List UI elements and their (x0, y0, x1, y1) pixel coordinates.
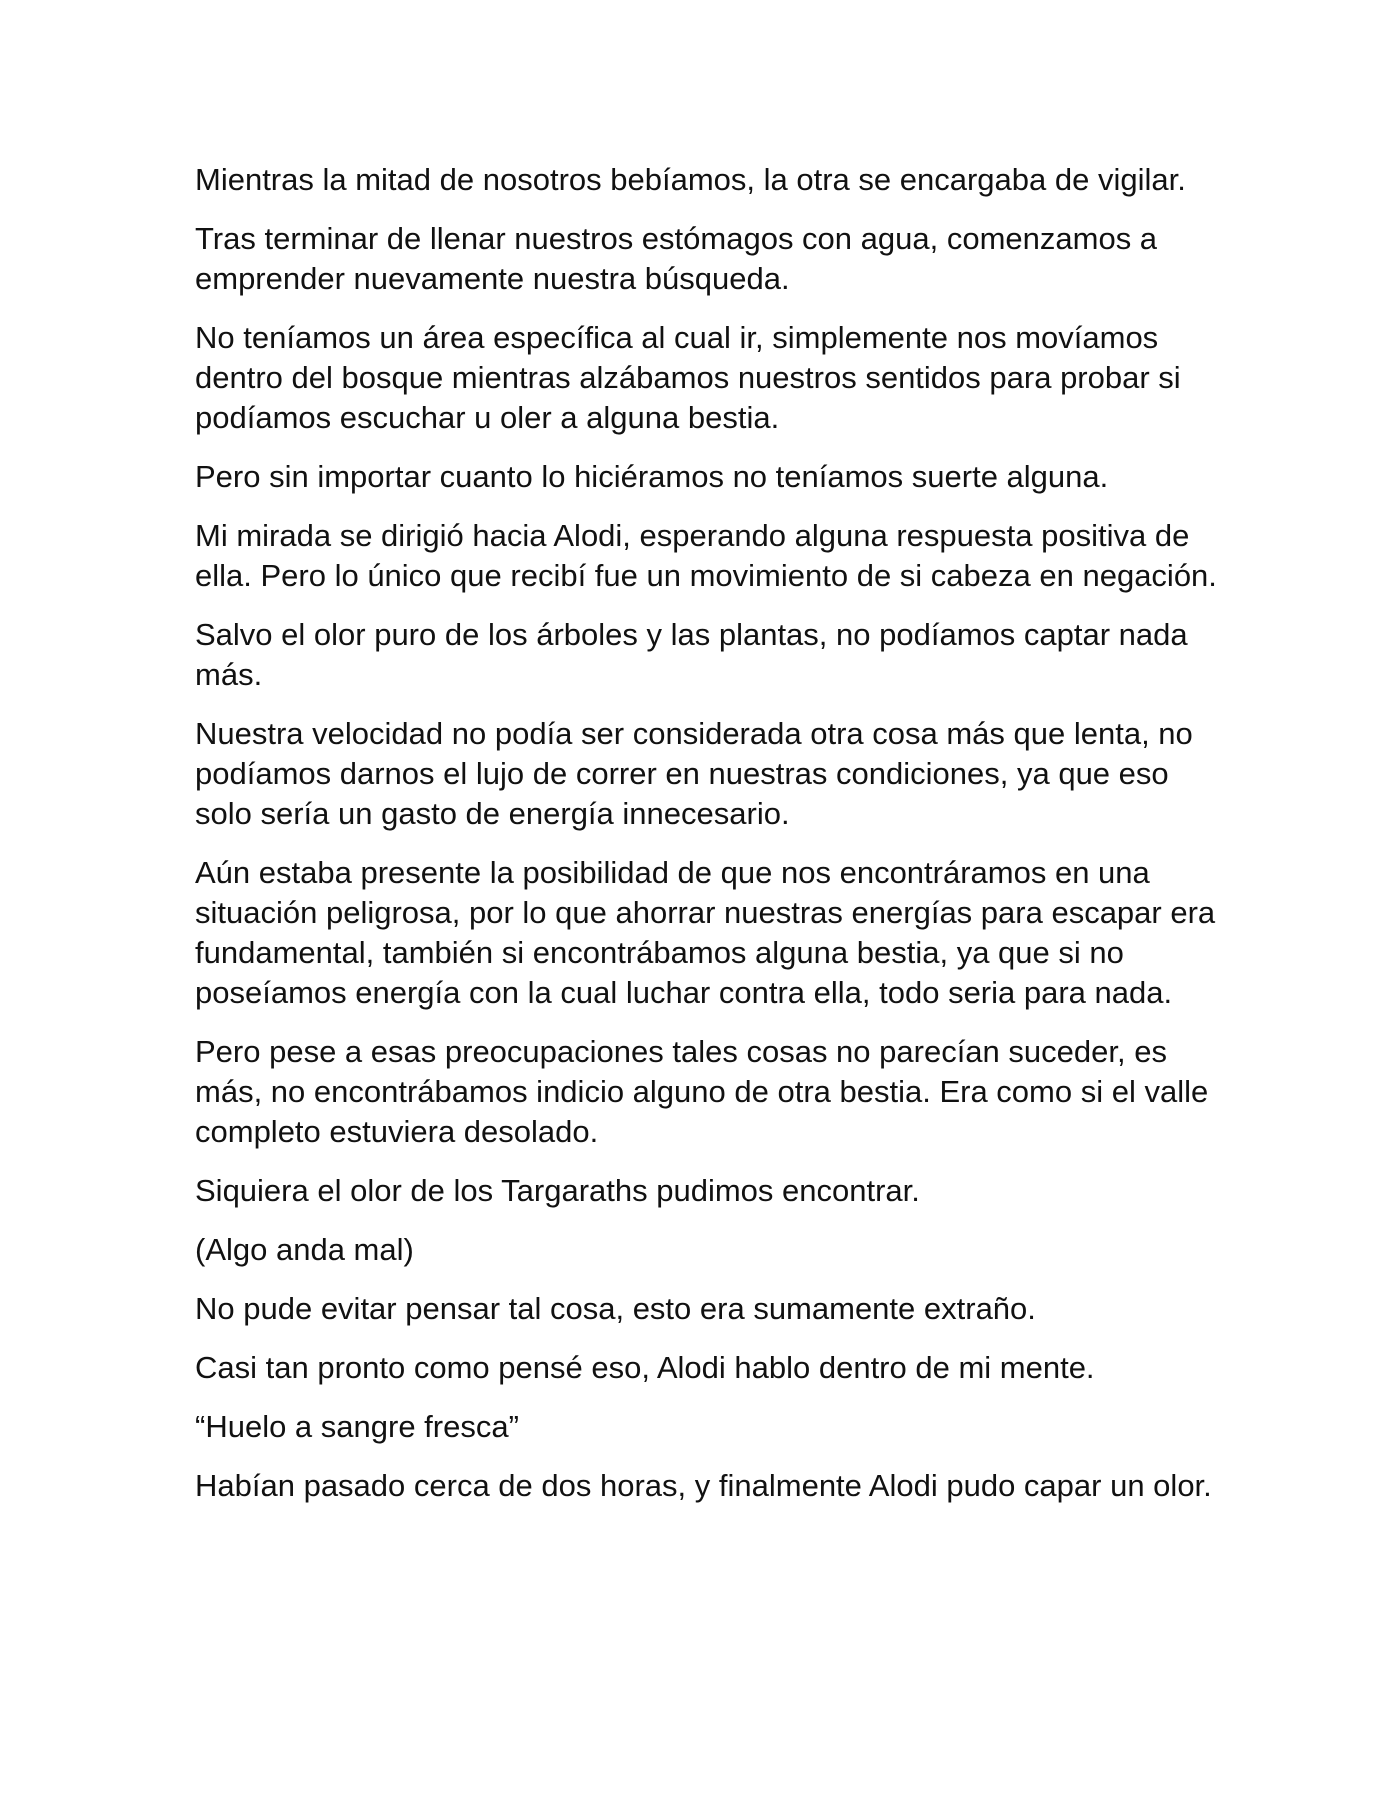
paragraph-2: Tras terminar de llenar nuestros estómagos con agua, comenzamos a emprender nuevamente nuestra búsqueda. (195, 221, 1158, 296)
paragraph-10: Siquiera el olor de los Targaraths pudimos encontrar. (195, 1173, 920, 1208)
paragraph-13: Casi tan pronto como pensé eso, Alodi hablo dentro de mi mente. (195, 1350, 1095, 1385)
paragraph-15: Habían pasado cerca de dos horas, y finalmente Alodi pudo capar un olor. (195, 1468, 1212, 1503)
paragraph-8: Aún estaba presente la posibilidad de que nos encontráramos en una situación peligrosa, por lo que ahorrar nuestras energías para escapar era fundamental, también si encontrábamos alguna bestia, ya que si no poseíamos energía con la cual luchar contra ella, todo seria para nada. (195, 855, 1216, 1010)
paragraph-7: Nuestra velocidad no podía ser considerada otra cosa más que lenta, no podíamos darnos el lujo de correr en nuestras condiciones, ya que eso solo sería un gasto de energía innecesario. (195, 716, 1193, 831)
document-page (195, 160, 1225, 1525)
paragraph-14: “Huelo a sangre fresca” (195, 1409, 519, 1444)
paragraph-12: No pude evitar pensar tal cosa, esto era sumamente extraño. (195, 1291, 1036, 1326)
paragraph-6: Salvo el olor puro de los árboles y las plantas, no podíamos captar nada más. (195, 617, 1188, 692)
paragraph-5: Mi mirada se dirigió hacia Alodi, esperando alguna respuesta positiva de ella. Pero lo único que recibí fue un movimiento de si cabeza en negación. (195, 518, 1217, 593)
paragraph-1: Mientras la mitad de nosotros bebíamos, la otra se encargaba de vigilar. (195, 162, 1186, 197)
paragraph-3: No teníamos un área específica al cual ir, simplemente nos movíamos dentro del bosque mientras alzábamos nuestros sentidos para probar si podíamos escuchar u oler a alguna bestia. (195, 320, 1181, 435)
paragraph-4: Pero sin importar cuanto lo hiciéramos no teníamos suerte alguna. (195, 459, 1109, 494)
paragraph-9: Pero pese a esas preocupaciones tales cosas no parecían suceder, es más, no encontrábamos indicio alguno de otra bestia. Era como si el valle completo estuviera desolado. (195, 1034, 1209, 1149)
paragraph-11: (Algo anda mal) (195, 1232, 414, 1267)
